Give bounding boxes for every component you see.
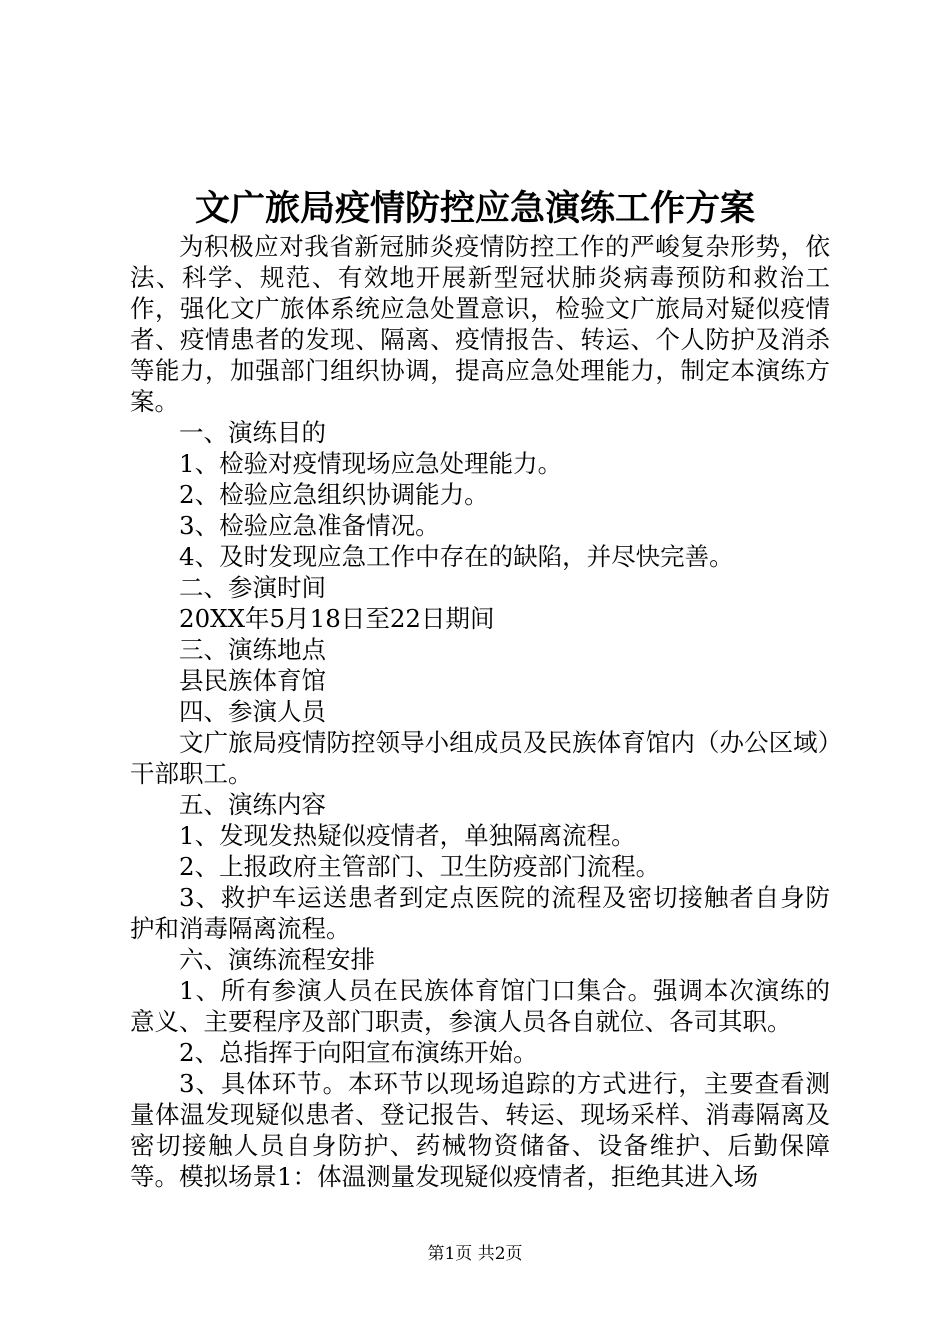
section-heading-participants: 四、参演人员 [179,697,326,726]
content-item-3: 3、救护车运送患者到定点医院的流程及密切接触者自身防护和消毒隔离流程。 [130,883,830,943]
process-item-2: 2、总指挥于向阳宣布演练开始。 [179,1038,538,1067]
document-title: 文广旅局疫情防控应急演练工作方案 [194,188,755,229]
section-heading-time: 二、参演时间 [179,573,326,602]
intro-paragraph: 为积极应对我省新冠肺炎疫情防控工作的严峻复杂形势，依法、科学、规范、有效地开展新型冠状肺炎病毒预防和救治工作，强化文广旅体系统应急处置意识，检验文广旅局对疑似疫情者、疫情患者的发现、隔离、疫情报告、转运、个人防护及消杀等能力，加强部门组织协调，提高应急处理能力，制定本演练方案。 [130,232,830,416]
process-item-1: 1、所有参演人员在民族体育馆门口集合。强调本次演练的意义、主要程序及部门职责，参演人员各自就位、各司其职。 [130,976,830,1036]
document-body [130,231,830,1192]
purpose-item-3: 3、检验应急准备情况。 [179,511,440,540]
participants-text: 文广旅局疫情防控领导小组成员及民族体育馆内（办公区域）干部职工。 [130,728,830,788]
purpose-item-4: 4、及时发现应急工作中存在的缺陷，并尽快完善。 [179,542,734,571]
content-item-1: 1、发现发热疑似疫情者，单独隔离流程。 [179,821,636,850]
section-heading-purpose: 一、演练目的 [179,418,326,447]
drill-time-text: 20XX年5月18日至22日期间 [179,604,495,633]
section-heading-location: 三、演练地点 [179,635,326,664]
drill-location-text: 县民族体育馆 [179,666,326,695]
content-item-2: 2、上报政府主管部门、卫生防疫部门流程。 [179,852,661,881]
section-heading-content: 五、演练内容 [179,790,326,819]
process-item-3: 3、具体环节。本环节以现场追踪的方式进行，主要查看测量体温发现疑似患者、登记报告、转运、现场采样、消毒隔离及密切接触人员自身防护、药械物资储备、设备维护、后勤保障等。模拟场景1：体温测量发现疑似疫情者，拒绝其进入场 [130,1069,830,1191]
purpose-item-1: 1、检验对疫情现场应急处理能力。 [179,449,563,478]
section-heading-process: 六、演练流程安排 [179,945,375,974]
purpose-item-2: 2、检验应急组织协调能力。 [179,480,489,509]
page-footer: 第1页 共2页 [427,1244,523,1264]
